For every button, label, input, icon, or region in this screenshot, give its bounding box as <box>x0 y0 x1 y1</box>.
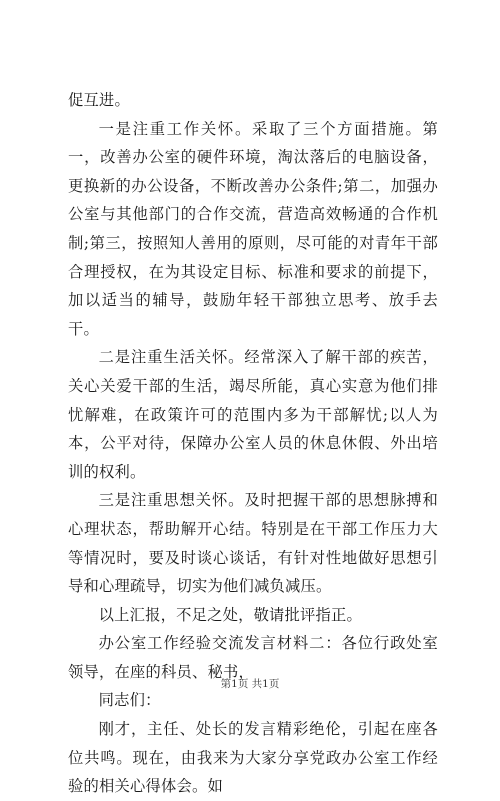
paragraph-continuation: 促互进。 <box>68 91 130 109</box>
paragraph-life-care: 二是注重生活关怀。经常深入了解干部的疾苦，关心关爱干部的生活，竭尽所能，真心实意为他们排忧解难，在政策许可的范围内多为干部解忧;以人为本，公平对待，保障办公室人员的休息休假、外出培训的权利。 <box>68 348 438 481</box>
paragraph-speech-opening: 刚才，主任、处长的发言精彩绝伦，引起在座各位共鸣。现在，由我来为大家分享党政办公室工作经验的相关心得体会。如 <box>68 720 438 796</box>
paragraph-work-care: 一是注重工作关怀。采取了三个方面措施。第一，改善办公室的硬件环境，淘汰落后的电脑设备，更换新的办公设备，不断改善办公条件;第二，加强办公室与其他部门的合作交流，营造高效畅通的合作机制;第三，按照知人善用的原则，尽可能的对青年干部合理授权，在为其设定目标、标准和要求的前提下，加以适当的辅导，鼓励年轻干部独立思考、放手去干。 <box>68 119 438 338</box>
paragraph-closing: 以上汇报，不足之处，敬请批评指正。 <box>98 605 363 624</box>
document-body <box>68 86 438 801</box>
paragraph-material-two-title: 办公室工作经验交流发言材料二：各位行政处室领导，在座的科员、秘书， <box>68 634 438 681</box>
page-footer: 第1页 共1页 <box>220 678 280 690</box>
paragraph-thought-care: 三是注重思想关怀。及时把握干部的思想脉搏和心理状态，帮助解开心结。特别是在干部工作压力大等情况时，要及时谈心谈话，有针对性地做好思想引导和心理疏导，切实为他们减负减压。 <box>68 491 438 596</box>
paragraph-salutation: 同志们： <box>98 691 161 710</box>
